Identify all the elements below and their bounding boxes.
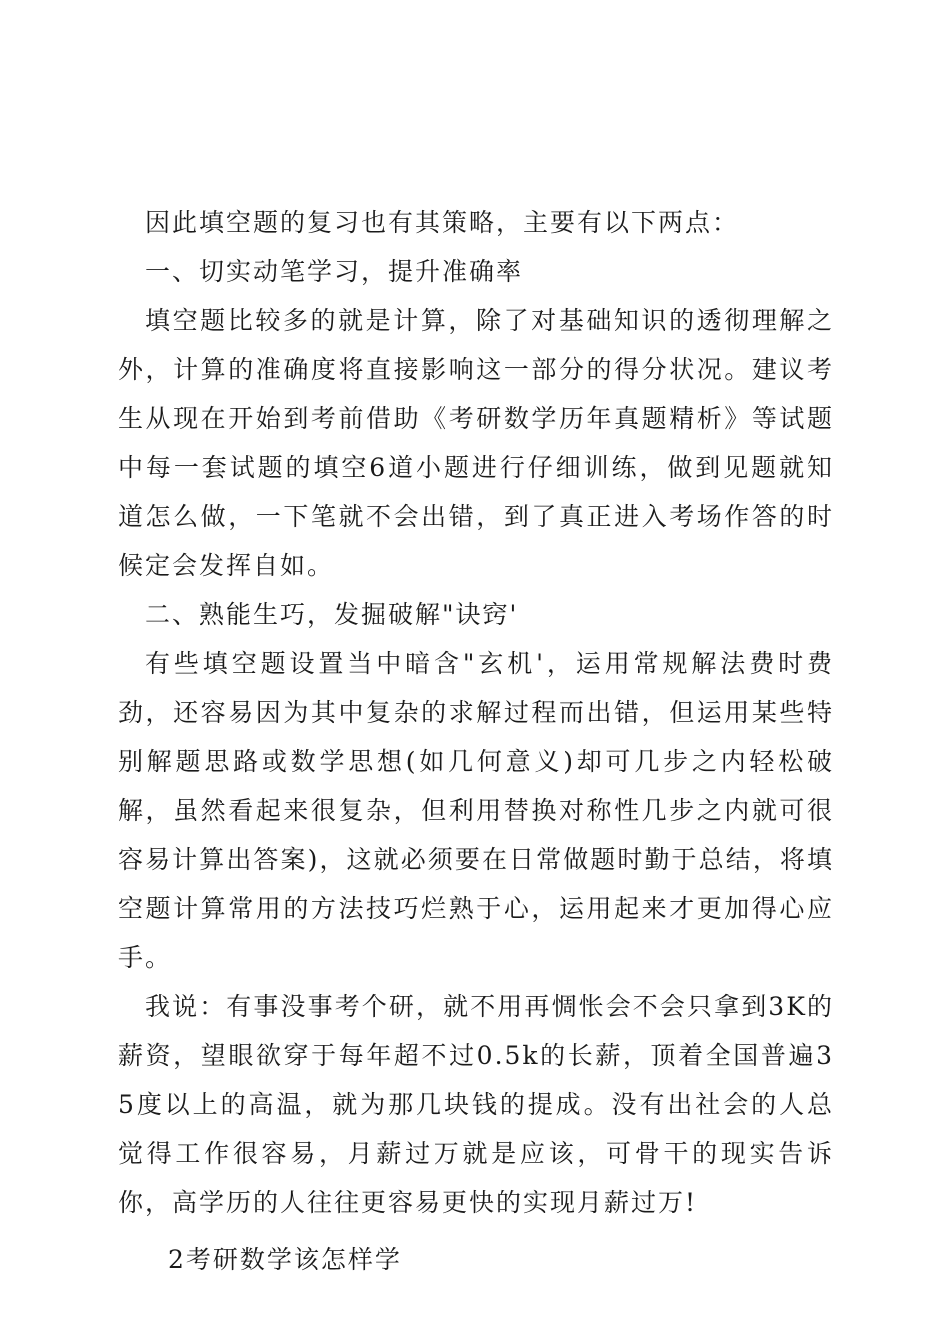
strategy-heading-1: 一、切实动笔学习，提升准确率	[145, 257, 524, 286]
strategy-paragraph-1: 填空题比较多的就是计算，除了对基础知识的透彻理解之外，计算的准确度将直接影响这一部分的得分状况。建议考生从现在开始到考前借助《考研数学历年真题精析》等试题中每一套试题的填空6道小题进行仔细训练，做到见题就知道怎么做，一下笔就不会出错，到了真正进入考场作答的时候定会发挥自如。	[118, 306, 834, 580]
opinion-paragraph: 我说：有事没事考个研，就不用再惆怅会不会只拿到3K的薪资，望眼欲穿于每年超不过0.5k的长薪，顶着全国普遍35度以上的高温，就为那几块钱的提成。没有出社会的人总觉得工作很容易，月薪过万就是应该，可骨干的现实告诉你，高学历的人往往更容易更快的实现月薪过万!	[118, 992, 834, 1217]
section-title: 2考研数学该怎样学	[168, 1245, 402, 1274]
strategy-paragraph-2: 有些填空题设置当中暗含"玄机'，运用常规解法费时费劲，还容易因为其中复杂的求解过程而出错，但运用某些特别解题思路或数学思想(如几何意义)却可几步之内轻松破解，虽然看起来很复杂，但利用替换对称性几步之内就可很容易计算出答案)，这就必须要在日常做题时勤于总结，将填空题计算常用的方法技巧烂熟于心，运用起来才更加得心应手。	[118, 649, 834, 972]
document-body	[118, 198, 834, 1284]
strategy-heading-2: 二、熟能生巧，发掘破解"诀窍'	[145, 600, 519, 629]
intro-paragraph: 因此填空题的复习也有其策略，主要有以下两点：	[145, 208, 740, 237]
